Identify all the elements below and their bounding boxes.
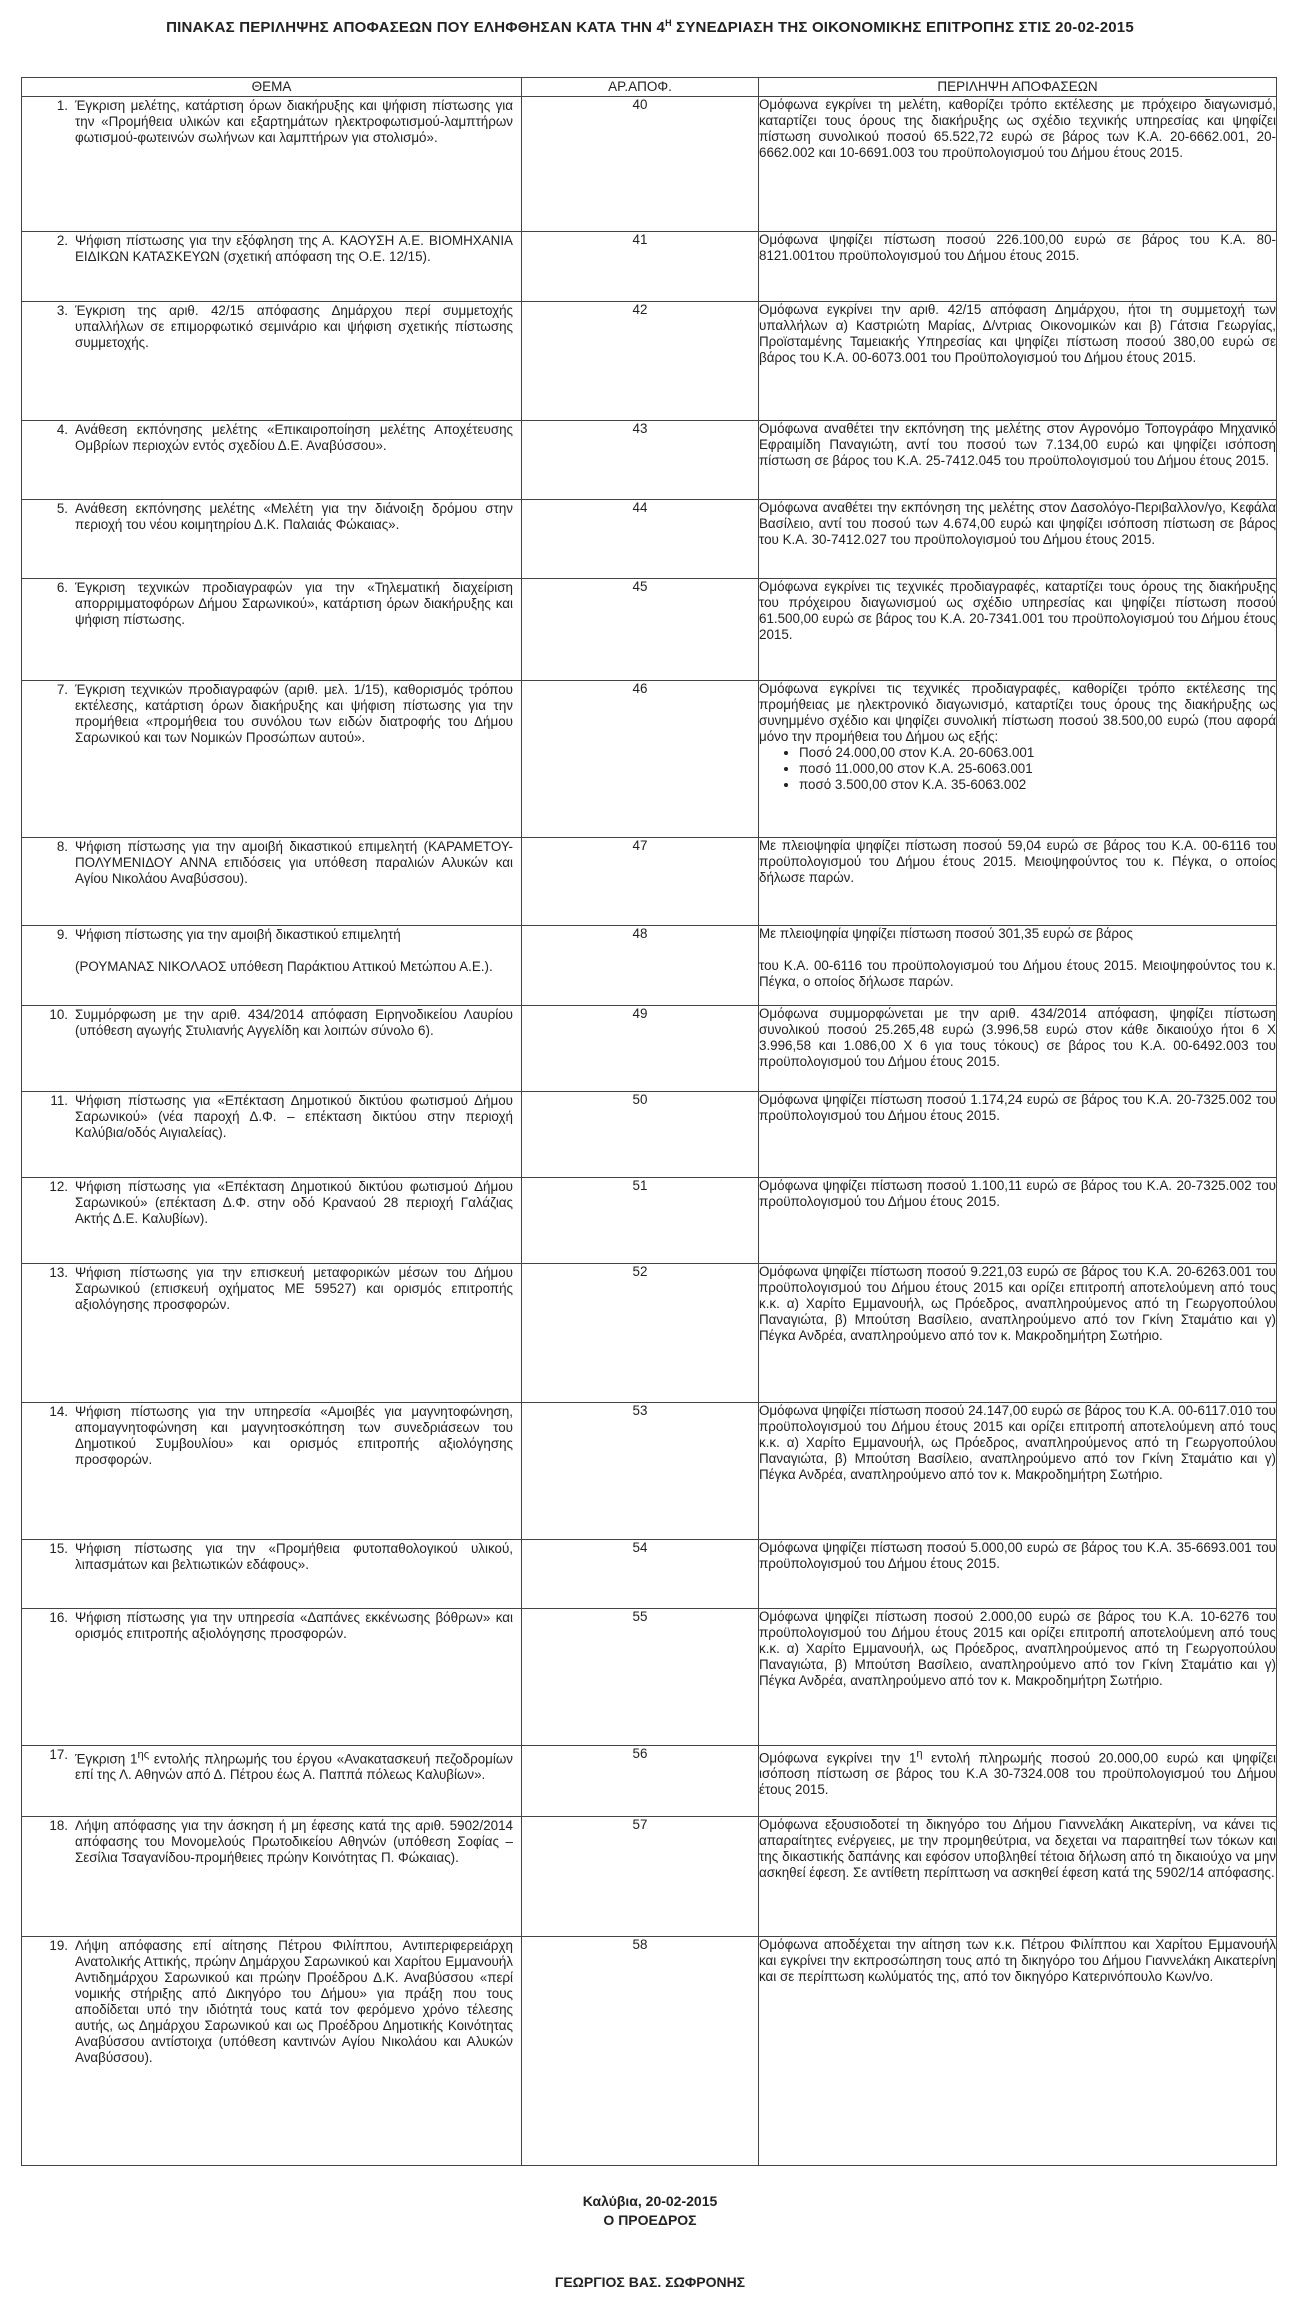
item-number: 18. — [49, 1818, 68, 1833]
item-number: 10. — [49, 1007, 68, 1022]
table-row — [22, 500, 1277, 579]
subject-cell — [22, 232, 522, 302]
subject-cell — [22, 1746, 522, 1817]
decision-no-cell: 50 — [522, 1092, 759, 1178]
table-row — [22, 838, 1277, 926]
item-number: 1. — [56, 98, 68, 113]
subject-cell — [22, 1403, 522, 1540]
signatory-name: ΓΕΩΡΓΙΟΣ ΒΑΣ. ΣΩΦΡΟΝΗΣ — [554, 2274, 746, 2290]
header-subject: ΘΕΜΑ — [22, 78, 522, 97]
table-row — [22, 1817, 1277, 1937]
subject-cell — [22, 1540, 522, 1609]
summary-cell: Ομόφωνα αναθέτει την εκπόνηση της μελέτης στον Δασολόγο-Περιβαλλον/γο, Κεφάλα Βασίλειο, αντί του ποσού των 4.674,00 ευρώ και ψηφίζει ισόποση πίστωση σε βάρος του Κ.Α. 30-7412.027 του προϋπολογισμού του Δήμου έτους 2015. — [759, 500, 1277, 579]
subject-cell — [22, 1178, 522, 1264]
decision-no-cell: 53 — [522, 1403, 759, 1540]
subject-text: Έγκριση μελέτης, κατάρτιση όρων διακήρυξης και ψήφιση πίστωσης για την «Προμήθεια υλικών και εξαρτημάτων ηλεκτροφωτισμού-λαμπτήρων φωτισμού-φωτεινών σωλήνων και λαμπτήρων για στολισμό». — [75, 98, 513, 145]
summary-cell: Με πλειοψηφία ψηφίζει πίστωση ποσού 59,04 ευρώ σε βάρος του Κ.Α. 00-6116 του προϋπολογισμού του Δήμου έτους 2015. Μειοψηφούντος του κ. Πέγκα, ο οποίος δήλωσε παρών. — [759, 838, 1277, 926]
item-number: 11. — [50, 1093, 68, 1108]
summary-cell: Ομόφωνα ψηφίζει πίστωση ποσού 1.174,24 ευρώ σε βάρος του Κ.Α. 20-7325.002 του προϋπολογισμού του Δήμου έτους 2015. — [759, 1092, 1277, 1178]
subject-text: Ψήφιση πίστωσης για την «Προμήθεια φυτοπαθολογικού υλικού, λιπασμάτων και βελτιωτικών εδάφους». — [75, 1541, 513, 1572]
decision-no-cell: 46 — [522, 681, 759, 838]
summary-cell: Ομόφωνα εγκρίνει τις τεχνικές προδιαγραφές, καταρτίζει τους όρους της διακήρυξης του πρόχειρου διαγωνισμού ως σχέδιο υπηρεσίας και ψηφίζει πίστωση ποσού 61.500,00 ευρώ σε βάρος του Κ.Α. 20-7341.001 του προϋπολογισμού του Δήμου έτους 2015. — [759, 579, 1277, 681]
decision-no-cell: 45 — [522, 579, 759, 681]
decision-no-cell: 48 — [522, 926, 759, 1006]
decision-no-cell: 56 — [522, 1746, 759, 1817]
subject-text — [75, 927, 513, 975]
decision-no-cell: 49 — [522, 1006, 759, 1092]
item-number: 12. — [49, 1179, 68, 1194]
subject-text: Ανάθεση εκπόνησης μελέτης «Επικαιροποίηση μελέτης Αποχέτευσης Ομβρίων περιοχών εντός σχεδίου Δ.Ε. Αναβύσσου». — [75, 422, 513, 453]
decision-no-cell: 52 — [522, 1264, 759, 1403]
decision-no-cell: 51 — [522, 1178, 759, 1264]
subject-text: Έγκριση $1^{\eta\varsigma}$ εντολής πληρωμής του έργου «Ανακατασκευή πεζοδρομίων επί της Λ. Αθηνών από Δ. Πέτρου έως Α. Παππά πόλεως Καλυβίων». — [75, 1749, 513, 1783]
summary-cell: Ομόφωνα ψηφίζει πίστωση ποσού 1.100,11 ευρώ σε βάρος του Κ.Α. 20-7325.002 του προϋπολογισμού του Δήμου έτους 2015. — [759, 1178, 1277, 1264]
item-number: 16. — [49, 1610, 68, 1625]
subject-cell — [22, 97, 522, 232]
table-row — [22, 1937, 1277, 2166]
item-number: 8. — [56, 839, 68, 854]
subject-text: Ψήφιση πίστωσης για την επισκευή μεταφορικών μέσων του Δήμου Σαρωνικού (επισκευή οχήματος ΜΕ 59527) και ορισμός επιτροπής αξιολόγησης προσφορών. — [75, 1265, 513, 1312]
subject-cell — [22, 421, 522, 500]
item-number: 19. — [49, 1938, 68, 1953]
subject-cell — [22, 1092, 522, 1178]
summary-line: Με πλειοψηφία ψηφίζει πίστωση ποσού 301,35 ευρώ σε βάρος — [759, 926, 1133, 941]
subject-line: Ψήφιση πίστωσης για την αμοιβή δικαστικού επιμελητή — [75, 927, 401, 942]
item-number: 4. — [56, 422, 68, 437]
table-row — [22, 97, 1277, 232]
list-item: • ποσό 11.000,00 στον Κ.Α. 25-6063.001 — [799, 761, 1276, 777]
subject-cell — [22, 926, 522, 1006]
summary-cell: Ομόφωνα ψηφίζει πίστωση ποσού 9.221,03 ευρώ σε βάρος του Κ.Α. 20-6263.001 του προϋπολογισμού του Δήμου έτους 2015 και ορίζει επιτροπή αποτελούμενη από τους κ.κ. α) Χαρίτο Εμμανουήλ, ως Πρόεδρος, αναπληρούμενος από τη Γεωργοπούλου Παναγιώτα, β) Μπούτση Βασίλειο, αναπληρούμενο από τον Γκίνη Σταμάτιο και γ) Πέγκα Ανδρέα, αναπληρούμενο από τον κ. Μακροδημήτρη Σωτήριο. — [759, 1264, 1277, 1403]
subject-text: Ψήφιση πίστωσης για την αμοιβή δικαστικού επιμελητή (ΚΑΡΑΜΕΤΟΥ-ΠΟΛΥΜΕΝΙΔΟΥ ΑΝΝΑ επιδόσεις για υπόθεση παραλιών Αλυκών και Αγίου Νικολάου Αναβύσσου). — [75, 839, 513, 886]
table-row — [22, 1403, 1277, 1540]
summary-line: του Κ.Α. 00-6116 του προϋπολογισμού του Δήμου έτους 2015. Μειοψηφούντος του κ. Πέγκα, ο οποίος δήλωσε παρών. — [759, 958, 1276, 989]
item-number: 17. — [49, 1747, 68, 1762]
table-row — [22, 681, 1277, 838]
subject-text: Ψήφιση πίστωσης για την υπηρεσία «Αμοιβές για μαγνητοφώνηση, απομαγνητοφώνηση και μαγνητοσκόπηση των συνεδριάσεων του Δημοτικού Συμβουλίου» και ορισμός επιτροπής αξιολόγησης προσφορών. — [75, 1404, 513, 1467]
decision-no-cell: 57 — [522, 1817, 759, 1937]
subject-cell — [22, 681, 522, 838]
table-row — [22, 421, 1277, 500]
subject-line: (ΡΟΥΜΑΝΑΣ ΝΙΚΟΛΑΟΣ υπόθεση Παράκτιου Αττικού Μετώπου Α.Ε.). — [75, 959, 493, 974]
item-number: 9. — [56, 927, 68, 942]
item-number: 3. — [56, 303, 68, 318]
title-prefix: ΠΙΝΑΚΑΣ ΠΕΡΙΛΗΨΗΣ ΑΠΟΦΑΣΕΩΝ ΠΟΥ ΕΛΗΦΘΗΣΑΝ ΚΑΤΑ ΤΗΝ 4 — [166, 19, 666, 36]
subject-text: Λήψη απόφασης επί αίτησης Πέτρου Φιλίππου, Αντιπεριφερειάρχη Ανατολικής Αττικής, πρώην Δημάρχου Σαρωνικού και Χαρίτου Εμμανουήλ Αντιδημάρχου Σαρωνικού και πρώην Προέδρου Δ.Κ. Αναβύσσου «περί νομικής στήριξης από Δικηγόρο του Δήμου» για πράξη που τους αποδίδεται υπό την ιδιότητά τους κατά τον φερόμενο χρόνο τέλεσης αυτής, ως Δημάρχου Σαρωνικού και ως Προέδρου Δημοτικής Κοινότητας Αναβύσσου αντίστοιχα (υπόθεση καντινών Αγίου Νικολάου και Αλυκών Αναβύσσου). — [75, 1938, 513, 2065]
item-number: 14. — [49, 1404, 68, 1419]
subject-text: Λήψη απόφασης για την άσκηση ή μη έφεσης κατά της αριθ. 5902/2014 απόφασης του Μονομελούς Πρωτοδικείου Αθηνών (υπόθεση Σοφίας – Σεσίλια Τσαγανίδου-προμήθειες πρώην Κοινότητας Π. Φώκαιας). — [75, 1818, 513, 1865]
table-row — [22, 1609, 1277, 1746]
item-number: 2. — [56, 233, 68, 248]
decisions-table — [21, 77, 1277, 2166]
item-number: 6. — [56, 580, 68, 595]
decision-no-cell: 43 — [522, 421, 759, 500]
table-row — [22, 1746, 1277, 1817]
subject-text: Έγκριση της αριθ. 42/15 απόφασης Δημάρχου περί συμμετοχής υπαλλήλων σε επιμορφωτικό σεμινάριο και ψήφιση σχετικής πίστωσης συμμετοχής. — [75, 303, 513, 350]
title-suffix: ΣΥΝΕΔΡΙΑΣΗ ΤΗΣ ΟΙΚΟΝΟΜΙΚΗΣ ΕΠΙΤΡΟΠΗΣ ΣΤΙΣ 20-02-2015 — [671, 19, 1134, 36]
subject-cell — [22, 1817, 522, 1937]
decision-no-cell: 54 — [522, 1540, 759, 1609]
decision-no-cell: 41 — [522, 232, 759, 302]
summary-cell: Ομόφωνα αποδέχεται την αίτηση των κ.κ. Πέτρου Φιλίππου και Χαρίτου Εμμανουήλ και εγκρίνει την εκπροσώπηση τους από τη δικηγόρο του Δήμου Γιαννελάκη Αικατερίνη και σε περίπτωση κωλύματός της, από τον δικηγόρο Κατερινόπουλο Κων/νο. — [759, 1937, 1277, 2166]
summary-cell: Ομόφωνα ψηφίζει πίστωση ποσού 2.000,00 ευρώ σε βάρος του Κ.Α. 10-6276 του προϋπολογισμού του Δήμου έτους 2015 και ορίζει επιτροπή αποτελούμενη από τους κ.κ. α) Χαρίτο Εμμανουήλ, ως Πρόεδρος, αναπληρούμενος από τη Γεωργοπούλου Παναγιώτα, β) Μπούτση Βασίλειο, αναπληρούμενο από τον Γκίνη Σταμάτιο και γ) Πέγκα Ανδρέα, αναπληρούμενο από τον κ. Μακροδημήτρη Σωτήριο. — [759, 1609, 1277, 1746]
subject-cell — [22, 1264, 522, 1403]
item-number: 13. — [49, 1265, 68, 1280]
summary-text: Ομόφωνα εγκρίνει τις τεχνικές προδιαγραφές, καθορίζει τρόπο εκτέλεσης της προμήθειας με ηλεκτρονικό διαγωνισμό, καταρτίζει τους όρους της διακήρυξης ως συνημμένο σχέδιο και ψηφίζει συνολική πίστωση ποσού 38.500,00 ευρώ (που αφορά μόνο την προμήθεια του Δήμου ως εξής: — [759, 681, 1276, 744]
summary-cell: Ομόφωνα εξουσιοδοτεί τη δικηγόρο του Δήμου Γιαννελάκη Αικατερίνη, να κάνει τις απαραίτητες ενέργειες, με την προμηθεύτρια, να δεχεται να παραιτηθεί των τόκων και της δικαστικής δαπάνης και εφόσον υποβληθεί τέτοια δήλωση από τη δικαιούχο να μην ασκηθεί έφεση. Σε αντίθετη περίπτωση να ασκηθεί έφεση κατά της 5902/14 απόφασης. — [759, 1817, 1277, 1937]
table-row — [22, 1264, 1277, 1403]
list-item: • ποσό 3.500,00 στον Κ.Α. 35-6063.002 — [799, 777, 1276, 793]
signature-role: Ο ΠΡΟΕΔΡΟΣ — [603, 2212, 697, 2228]
subject-text: Έγκριση τεχνικών προδιαγραφών (αριθ. μελ. 1/15), καθορισμός τρόπου εκτέλεσης, κατάρτιση όρων διακήρυξης και ψήφιση πίστωσης για την προμήθεια «προμήθεια του συνόλου των ειδών διατροφής του Δήμου Σαρωνικού και των Νομικών Προσώπων αυτού». — [75, 682, 513, 745]
summary-cell: Ομόφωνα εγκρίνει τη μελέτη, καθορίζει τρόπο εκτέλεσης με πρόχειρο διαγωνισμό, καταρτίζει τους όρους της διακήρυξης ως σχέδιο τεχνικής υπηρεσίας και ψηφίζει πίστωση συνολικού ποσού 65.522,72 ευρώ σε βάρος των Κ.Α. 20-6662.001, 20-6662.002 και 10-6691.003 του προϋπολογισμού του Δήμου έτους 2015. — [759, 97, 1277, 232]
decision-no-cell: 40 — [522, 97, 759, 232]
table-row — [22, 579, 1277, 681]
list-item: • Ποσό 24.000,00 στον Κ.Α. 20-6063.001 — [799, 745, 1276, 761]
decision-no-cell: 44 — [522, 500, 759, 579]
table-row — [22, 1006, 1277, 1092]
subject-cell — [22, 1937, 522, 2166]
table-row — [22, 1540, 1277, 1609]
table-row — [22, 302, 1277, 421]
subject-cell — [22, 1006, 522, 1092]
table-header-row — [22, 78, 1277, 97]
signature-place-date: Καλύβια, 20-02-2015 — [582, 2193, 718, 2209]
header-decision-no: ΑΡ.ΑΠΟΦ. — [522, 78, 759, 97]
item-number: 7. — [56, 682, 68, 697]
table-row — [22, 1178, 1277, 1264]
decision-no-cell: 55 — [522, 1609, 759, 1746]
title-superscript: Η — [665, 18, 672, 28]
table-row — [22, 926, 1277, 1006]
subject-cell — [22, 302, 522, 421]
summary-cell: Ομόφωνα ψηφίζει πίστωση ποσού 226.100,00 ευρώ σε βάρος του Κ.Α. 80-8121.001του προϋπολογισμού του Δήμου έτους 2015. — [759, 232, 1277, 302]
subject-text: Ανάθεση εκπόνησης μελέτης «Μελέτη για την διάνοιξη δρόμου στην περιοχή του νέου κοιμητηρίου Δ.Κ. Παλαιάς Φώκαιας». — [75, 501, 513, 532]
subject-text: Ψήφιση πίστωσης για «Επέκταση Δημοτικού δικτύου φωτισμού Δήμου Σαρωνικού» (νέα παροχή Δ.Φ. – επέκταση δικτύου στην περιοχή Καλύβια/οδός Αιγιαλείας). — [75, 1093, 513, 1140]
header-summary: ΠΕΡΙΛΗΨΗ ΑΠΟΦΑΣΕΩΝ — [759, 78, 1277, 97]
summary-cell: Ομόφωνα εγκρίνει την $1^\eta$ εντολή πληρωμής ποσού 20.000,00 ευρώ και ψηφίζει ισόποση πίστωση σε βάρος του Κ.Α 30-7324.008 του προϋπολογισμού του Δήμου έτους 2015. — [759, 1746, 1277, 1817]
subject-cell — [22, 1609, 522, 1746]
allocation-list — [759, 745, 1276, 793]
decision-no-cell: 42 — [522, 302, 759, 421]
summary-cell: Ομόφωνα εγκρίνει την αριθ. 42/15 απόφαση Δημάρχου, ήτοι τη συμμετοχή των υπαλλήλων α) Καστριώτη Μαρίας, Δ/ντριας Οικονομικών και β) Γάτσια Γεωργίας, Προϊσταμένης Ταμειακής Υπηρεσίας και ψηφίζει πίστωση ποσού 380,00 ευρώ σε βάρος του Κ.Α. 00-6073.001 του Προϋπολογισμού του Δήμου έτους 2015. — [759, 302, 1277, 421]
table-row — [22, 232, 1277, 302]
summary-cell — [759, 926, 1277, 1006]
decision-no-cell: 58 — [522, 1937, 759, 2166]
subject-text: Συμμόρφωση με την αριθ. 434/2014 απόφαση Ειρηνοδικείου Λαυρίου (υπόθεση αγωγής Στυλιανής Αγγελίδη και λοιπών σύνολο 6). — [75, 1007, 513, 1038]
summary-cell: Ομόφωνα αναθέτει την εκπόνηση της μελέτης στον Αγρονόμο Τοπογράφο Μηχανικό Εφραιμίδη Παναγιώτη, αντί του ποσού των 7.134,00 ευρώ και ψηφίζει ισόποση πίστωση σε βάρος του Κ.Α. 25-7412.045 του προϋπολογισμού του Δήμου έτους 2015. — [759, 421, 1277, 500]
table-row — [22, 1092, 1277, 1178]
decision-no-cell: 47 — [522, 838, 759, 926]
item-number: 15. — [49, 1541, 68, 1556]
summary-cell: Ομόφωνα συμμορφώνεται με την αριθ. 434/2014 απόφαση, ψηφίζει πίστωση συνολικού ποσού 25.265,48 ευρώ (3.996,58 ευρώ στον κάθε δικαιούχο ήτοι 6 Χ 3.996,58 και 1.086,00 Χ 6 για τους τόκους) σε βάρος του Κ.Α. 00-6492.003 του προϋπολογισμού του Δήμου έτους 2015. — [759, 1006, 1277, 1092]
subject-text: Ψήφιση πίστωσης για την υπηρεσία «Δαπάνες εκκένωσης βόθρων» και ορισμός επιτροπής αξιολόγησης προσφορών. — [75, 1610, 513, 1641]
summary-cell: Ομόφωνα ψηφίζει πίστωση ποσού 5.000,00 ευρώ σε βάρος του Κ.Α. 35-6693.001 του προϋπολογισμού του Δήμου έτους 2015. — [759, 1540, 1277, 1609]
subject-cell — [22, 838, 522, 926]
subject-text: Έγκριση τεχνικών προδιαγραφών για την «Τηλεματική διαχείριση απορριμματοφόρων Δήμου Σαρωνικού», κατάρτιση όρων διακήρυξης και ψήφιση πίστωσης. — [75, 580, 513, 627]
summary-cell: Ομόφωνα ψηφίζει πίστωση ποσού 24.147,00 ευρώ σε βάρος του Κ.Α. 00-6117.010 του προϋπολογισμού του Δήμου έτους 2015 και ορίζει επιτροπή αποτελούμενη από τους κ.κ. α) Χαρίτο Εμμανουήλ, ως Πρόεδρος, αναπληρούμενος από τη Γεωργοπούλου Παναγιώτα, β) Μπούτση Βασίλειο, αναπληρούμενο από τον Γκίνη Σταμάτιο και γ) Πέγκα Ανδρέα, αναπληρούμενο από τον κ. Μακροδημήτρη Σωτήριο. — [759, 1403, 1277, 1540]
subject-text: Ψήφιση πίστωσης για την εξόφληση της Α. ΚΑΟΥΣΗ Α.Ε. ΒΙΟΜΗΧΑΝΙΑ ΕΙΔΙΚΩΝ ΚΑΤΑΣΚΕΥΩΝ (σχετική απόφαση της Ο.Ε. 12/15). — [75, 233, 513, 264]
subject-text: Ψήφιση πίστωσης για «Επέκταση Δημοτικού δικτύου φωτισμού Δήμου Σαρωνικού» (επέκταση Δ.Φ. στην οδό Κραναού 28 περιοχή Γαλάζιας Ακτής Δ.Ε. Καλυβίων). — [75, 1179, 513, 1226]
subject-cell — [22, 500, 522, 579]
subject-cell — [22, 579, 522, 681]
page-title — [0, 18, 1300, 36]
summary-cell — [759, 681, 1277, 838]
item-number: 5. — [56, 501, 68, 516]
